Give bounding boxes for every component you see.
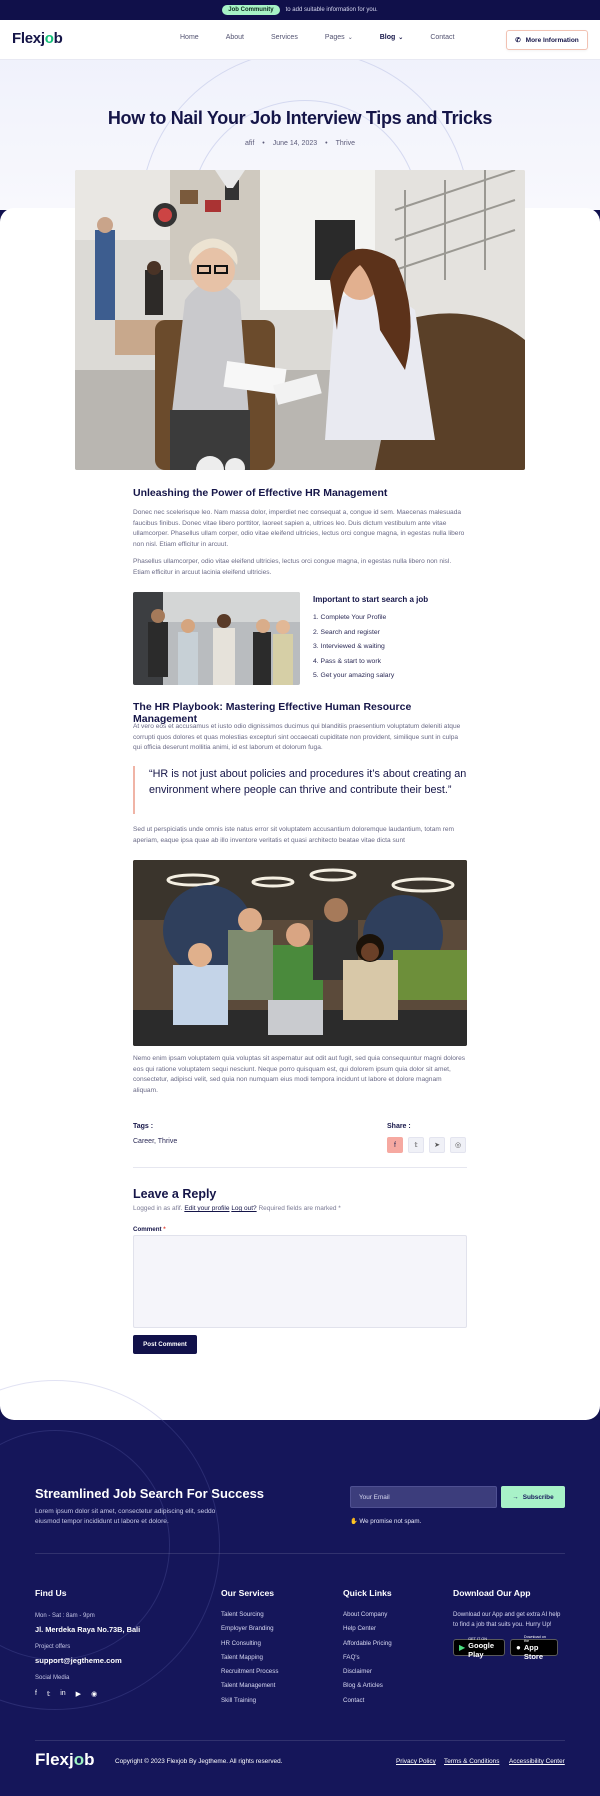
services-link[interactable]: Talent Management xyxy=(221,1682,276,1690)
quick-link[interactable]: Disclaimer xyxy=(343,1668,372,1676)
instagram-icon[interactable]: ◎ xyxy=(450,1137,466,1153)
privacy-policy-link[interactable]: Privacy Policy xyxy=(396,1758,436,1765)
job-steps-title: Important to start search a job xyxy=(313,595,429,604)
address: Jl. Merdeka Raya No.73B, Bali xyxy=(35,1625,141,1634)
facebook-icon[interactable]: f xyxy=(35,1690,37,1697)
announcement-text: to add suitable information for you. xyxy=(285,7,378,13)
services-link[interactable]: HR Consulting xyxy=(221,1639,261,1647)
paragraph-1: Donec nec scelerisque leo. Nam massa dolor, imperdiet nec consequat a, congue id sem. Maecenas malesuada faucibus finibus. Donec vitae libero porttitor, laoreet sapien a, ultrices leo. Duis dictum vestibulum ante vitae ullamcorper. Phasellus ullam corper, odio vitae eleifend ultricies, lectus orci congue magna, in egestas nulla libero non nisl. Etiam efficitur in arcuut. xyxy=(133,509,465,548)
post-comment-button[interactable]: Post Comment xyxy=(133,1335,197,1354)
opening-hours: Mon - Sat : 8am - 9pm xyxy=(35,1613,95,1619)
services-link[interactable]: Skill Training xyxy=(221,1696,257,1704)
reply-title: Leave a Reply xyxy=(133,1187,217,1201)
terms-conditions-link[interactable]: Terms & Conditions xyxy=(444,1758,500,1765)
chevron-down-icon: ⌄ xyxy=(347,35,353,41)
post-category[interactable]: Thrive xyxy=(335,140,356,147)
footer-title: Streamlined Job Search For Success xyxy=(35,1486,265,1501)
services-link[interactable]: Employer Branding xyxy=(221,1625,274,1633)
app-store-badge[interactable]: ● Download on the App Store xyxy=(510,1639,558,1656)
paragraph-5: Nemo enim ipsam voluptatem quia voluptas sit aspernatur aut odit aut fugit, sed quia consequuntur magni dolores eos qui ratione voluptatem sequi nesciunt. Neque porro quisquam est, qui dolorem ipsum quia dolor sit amet, consectetur, adipisci velit, sed quia non numquam eius modi tempora incidunt ut labore et dolore magnam aliquam. xyxy=(133,1055,466,1094)
job-community-badge[interactable]: Job Community xyxy=(222,5,279,15)
section1-title-wrap xyxy=(133,487,467,499)
whatsapp-icon[interactable]: ◉ xyxy=(91,1691,98,1698)
nav-home[interactable]: Home xyxy=(180,34,199,41)
twitter-icon[interactable]: 𝕥 xyxy=(46,1691,51,1698)
chevron-down-icon: ⌄ xyxy=(398,35,404,41)
accessibility-center-link[interactable]: Accessibility Center xyxy=(509,1758,565,1765)
paragraph-3: At vero eos et accusamus et iusto odio dignissimos ducimus qui blanditiis praesentium voluptatum deleniti atque corrupti quos dolores et quas molestias excepturi sint occaecati cupiditate non provident, similique sunt in culpa qui officia deserunt mollitia animi, id est laborum et dolorum fuga. xyxy=(133,723,461,751)
footer-social-icons xyxy=(35,1690,97,1698)
nav-services[interactable]: Services xyxy=(270,34,298,41)
no-spam-note: ✋ We promise not spam. xyxy=(350,1518,422,1525)
apple-icon: ● xyxy=(516,1643,521,1652)
list-item: 3. Interviewed & waiting xyxy=(313,643,385,650)
paragraph-2: Phasellus ullamcorper, odio vitae eleifend ultricies, lectus orci congue magna, in egestas nulla libero non nisl. Etiam efficitur in arcuut lacinia eleifend ultricies. xyxy=(133,558,452,576)
services-link[interactable]: Recruitment Process xyxy=(221,1668,279,1676)
main-navbar xyxy=(0,20,600,60)
share-label: Share : xyxy=(387,1123,411,1130)
post-date: June 14, 2023 xyxy=(272,140,318,147)
our-services-title: Our Services xyxy=(221,1588,275,1598)
comment-label: Comment * xyxy=(133,1226,166,1233)
announcement-bar xyxy=(0,0,600,20)
services-links xyxy=(221,1611,278,1711)
comment-textarea[interactable] xyxy=(133,1235,467,1328)
more-information-button[interactable]: ✆ More Information xyxy=(506,30,588,50)
post-author[interactable]: afif xyxy=(244,140,255,147)
youtube-icon[interactable]: ▶ xyxy=(75,1691,82,1698)
telegram-icon[interactable]: ➤ xyxy=(429,1137,445,1153)
list-item: 4. Pass & start to work xyxy=(313,657,381,665)
quick-link[interactable]: Contact xyxy=(343,1696,365,1704)
divider xyxy=(133,1167,467,1168)
footer-description: Lorem ipsum dolor sit amet, consectetur adipiscing elit, seddo eiusmod tempor incididunt ut labore et dolore. xyxy=(35,1508,216,1525)
log-out-link[interactable]: Log out? xyxy=(231,1205,257,1212)
nav-menu xyxy=(180,34,454,41)
linkedin-icon[interactable]: in xyxy=(60,1690,66,1697)
newsletter-email-input[interactable]: Your Email xyxy=(350,1486,497,1508)
google-play-badge[interactable]: ▶ GET IT ON Google Play xyxy=(453,1639,505,1656)
footer-bottom-divider xyxy=(35,1740,565,1741)
paragraph-4: Sed ut perspiciatis unde omnis iste natus error sit voluptatem accusantium doloremque laudantium, totam rem aperiam, eaque ipsa quae ab illo inventore veritatis et quasi architecto beatae vitae dicta sunt xyxy=(133,826,455,844)
quick-link[interactable]: Help Center xyxy=(343,1625,377,1633)
tags-value[interactable]: Career, Thrive xyxy=(133,1138,178,1145)
list-item: 5. Get your amazing salary xyxy=(313,672,395,679)
team-laptop-image xyxy=(133,860,467,1046)
job-steps-list xyxy=(313,614,394,687)
services-link[interactable]: Talent Mapping xyxy=(221,1653,263,1661)
blockquote: “HR is not just about policies and procedures it’s about creating an environment where people can thrive and contribute their best.” xyxy=(133,766,467,814)
section-title-hr-playbook: The HR Playbook: Mastering Effective Human Resource Management xyxy=(133,701,412,725)
nav-blog[interactable]: Blog ⌄ xyxy=(379,34,404,41)
quick-link[interactable]: About Company xyxy=(343,1611,388,1618)
find-us-title: Find Us xyxy=(35,1588,67,1598)
edit-profile-link[interactable]: Edit your profile xyxy=(184,1205,230,1212)
list-item: 1. Complete Your Profile xyxy=(313,614,387,621)
copyright: Copyright © 2023 Flexjob By Jegtheme. All rights reserved. xyxy=(115,1758,283,1765)
site-logo[interactable]: Flexjob xyxy=(12,30,63,47)
share-buttons xyxy=(387,1137,466,1153)
reply-meta: Logged in as afif. Edit your profile Log out? Required fields are marked * xyxy=(133,1205,341,1212)
facebook-icon[interactable]: f xyxy=(387,1137,403,1153)
nav-contact[interactable]: Contact xyxy=(430,34,455,41)
quick-link[interactable]: Blog & Articles xyxy=(343,1682,383,1690)
footer-logo[interactable]: Flexjob xyxy=(35,1750,95,1769)
footer-divider xyxy=(35,1553,565,1554)
services-link[interactable]: Talent Sourcing xyxy=(221,1611,264,1618)
quick-link[interactable]: Affordable Pricing xyxy=(343,1639,392,1647)
subscribe-button[interactable]: → Subscribe xyxy=(501,1486,565,1508)
twitter-icon[interactable]: 𝕥 xyxy=(408,1137,424,1153)
quick-link[interactable]: FAQ's xyxy=(343,1653,360,1661)
footer xyxy=(0,1420,600,1796)
section-title-hr-management: Unleashing the Power of Effective HR Management xyxy=(133,487,388,499)
team-meeting-image xyxy=(133,592,300,685)
phone-icon: ✆ xyxy=(515,37,521,44)
quick-links xyxy=(343,1611,392,1711)
download-app-description: Download our App and get extra AI help to find a job that suits you. Hurry Up! xyxy=(453,1611,561,1628)
quick-links-title: Quick Links xyxy=(343,1588,392,1598)
nav-pages[interactable]: Pages ⌄ xyxy=(324,34,353,41)
tags-label: Tags : xyxy=(133,1123,154,1130)
nav-about[interactable]: About xyxy=(225,34,244,41)
list-item: 2. Search and register xyxy=(313,628,380,636)
post-meta: afif • June 14, 2023 • Thrive xyxy=(244,140,356,147)
support-email[interactable]: support@jegtheme.com xyxy=(35,1656,122,1665)
download-app-title: Download Our App xyxy=(453,1588,531,1598)
social-media-label: Social Media xyxy=(35,1675,70,1681)
post-title: How to Nail Your Job Interview Tips and Tricks xyxy=(107,108,493,128)
project-offers-label: Project offers xyxy=(35,1644,71,1650)
hero-image-interview xyxy=(75,170,525,470)
arrow-right-icon: → xyxy=(512,1493,519,1501)
google-play-icon: ▶ xyxy=(459,1643,466,1652)
